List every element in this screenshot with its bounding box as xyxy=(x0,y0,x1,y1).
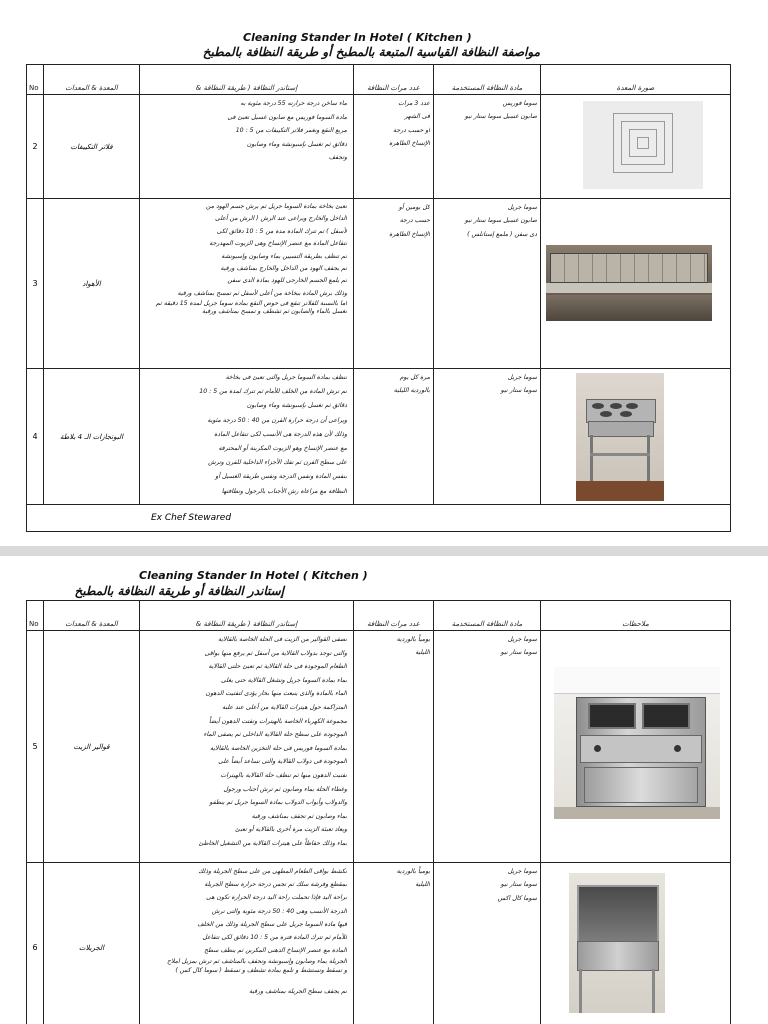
equipment-name: فلاتر التكييفات xyxy=(44,95,140,199)
cleaning-material xyxy=(434,199,541,369)
method-line: فيها مادة السوما جريل على سطح الجريلة وذلك من الخلف xyxy=(197,920,347,928)
method-line: تفتيت الدهون منها ثم تنظف حلة القالاية بالهيترات xyxy=(220,771,347,779)
frequency-line: حسب درجة xyxy=(399,217,430,225)
material-line: سوما جريل xyxy=(507,636,537,643)
method-line: مع عنصر الإتساخ وهو الزيوت المكربنة أو المحترقة xyxy=(218,445,347,453)
sheet-1-title-ar: مواصفة النظافة القياسية المتبعة بالمطبخ أو طريقة النظافة بالمطبخ xyxy=(202,45,540,59)
frequency-line: فى الشهر xyxy=(404,113,430,121)
method-line: مجموعة الكهرباء الخاصة بالهيترات وتفتت الدهون أيضاً xyxy=(208,717,347,725)
material-line: سوما ستار نيو xyxy=(500,881,537,889)
header-photo: صورة المعدة xyxy=(541,65,731,95)
header-material: مادة النظافة المستخدمة xyxy=(434,65,541,95)
equipment-name: الأهواد xyxy=(44,199,140,369)
row-number: 6 xyxy=(27,863,44,1024)
method-line: ويعاد تعبئة الزيت مرة أخرى بالقالاية أو تعبئ xyxy=(235,826,347,834)
row-number: 2 xyxy=(27,95,44,199)
method-line: تغسل بالماء والصابون ثم تشطف و تمسح بمناشف ورقية xyxy=(202,308,347,316)
method-line: وتجفف xyxy=(328,154,347,162)
equipment-name: الجريلات xyxy=(44,863,140,1024)
photo-cell xyxy=(541,863,731,1024)
material-line: سوما جريل xyxy=(507,374,537,381)
method-line: المتراكمة حول هيترات القالاية من أعلى عند علبة xyxy=(222,703,347,711)
cleaning-material xyxy=(434,95,541,199)
header-material: مادة النظافة المستخدمة xyxy=(434,601,541,631)
method-line: ماء ساخن درجة حرارته 55 درجة مئوية به xyxy=(240,100,347,107)
method-line: أما بالنسبة للفلاتر تنقع فى حوض النقع بمادة سوما جريل لمدة 15 دقيقة ثم xyxy=(155,300,347,308)
electric-stove-photo xyxy=(576,373,664,501)
method-line: النظافة مع مراعاة رش الأجناب بالرجول وتطافتها xyxy=(221,487,347,495)
row-number: 5 xyxy=(27,631,44,863)
frequency-line: عدد 3 مرات xyxy=(398,100,430,107)
method-line: الماء بالمادة والذى ينبعث منها بخار يؤدى لتفتيت الدهون xyxy=(205,690,347,698)
method-line: مادة السوما فوريس مع صابون غسيل تعبئ فى xyxy=(227,113,347,121)
method-line: تتفاعل المادة مع عنصر الإتساخ وهى الزيوت المهدرجة xyxy=(209,240,347,248)
sheet-2-table xyxy=(26,600,731,1024)
cleaning-method xyxy=(140,863,354,1024)
method-line: للأمام ثم تترك المادة فترة من 5 : 10 دقائق لكى تتفاعل xyxy=(202,934,347,942)
material-line: سوما كال اكس xyxy=(497,894,537,902)
method-line: بمقطع وفرشة سلك ثم تجس درجة حرارة سطح الجريلة xyxy=(204,881,347,889)
material-line: سوما جريل xyxy=(507,204,537,211)
table-row xyxy=(27,863,731,1024)
frequency-line: مرة كل يوم xyxy=(399,374,430,381)
cleaning-method xyxy=(140,631,354,863)
method-line: الدرجة الأنسب وهى 40 : 50 درجة مئوية والتى ترش xyxy=(211,907,347,915)
method-line: بمادة السوما فوريس فى حلة التخزين الخاصة بالقالاية xyxy=(210,744,347,752)
kitchen-hood-photo xyxy=(546,245,712,321)
cleaning-method xyxy=(140,199,354,369)
method-line: دقائق ثم تغسل بإسبونشة وماء وصابون xyxy=(246,140,347,148)
header-method: إستاندر النظافة ( طريقة النظافة & xyxy=(140,65,354,95)
method-line: وغطاء الحلة بماء وصابون ثم ترش أجناب ورجول xyxy=(223,785,347,793)
method-line: تنظف بمادة السوما جريل والتى تعبئ فى بخاخة xyxy=(225,374,347,381)
method-line: تعبئ بخاخة بمادة السوما جريل ثم يرش جسم الهود من xyxy=(206,203,347,210)
header-frequency: عدد مرات النظافة xyxy=(354,601,434,631)
method-line: مربع النقع ونغمر فلاتر التكييفات من 5 : 10 xyxy=(235,127,347,135)
material-line: سوما فوريس xyxy=(502,100,537,107)
header-method: إستاندر النظافة ( طريقة النظافة & xyxy=(140,601,354,631)
frequency-line: يومياً بالوردية xyxy=(396,636,430,643)
method-line: ويراعى أن درجة حرارة الفرن من 40 : 50 درجة مئوية xyxy=(207,416,347,424)
cleaning-frequency xyxy=(354,95,434,199)
method-line: والتى توجد بدولاب القالاية من أسفل ثم يرفع منها بواقى xyxy=(204,649,347,657)
sheet-1-title-en: Cleaning Stander In Hotel ( Kitchen ) xyxy=(243,31,472,44)
method-line: ثم يجفف الهود من الداخل والخارج بمناشف ورقية xyxy=(220,265,347,273)
frequency-line: بالوردية الليلية xyxy=(393,387,430,395)
ceiling-vent-photo xyxy=(583,101,703,189)
material-line: سوما جريل xyxy=(507,868,537,875)
header-equipment: المعدة & المعدات xyxy=(44,65,140,95)
row-number: 3 xyxy=(27,199,44,369)
deep-fryer-photo xyxy=(554,667,720,819)
cleaning-frequency xyxy=(354,199,434,369)
cleaning-method xyxy=(140,95,354,199)
header-no: No xyxy=(27,65,44,95)
material-line: سوما ستار نيو xyxy=(500,649,537,657)
method-line: وذلك لأن هذه الدرجة هى الأنسب لكى تتفاعل المادة xyxy=(214,430,347,438)
method-line: بنفس المادة ونفس الدرجة ونفس طريقة الغسيل أو xyxy=(215,473,347,481)
method-line: الموجودة على سطح حلة القالاية الداخلى ثم يصفى الماء xyxy=(203,731,347,739)
method-line: براحة اليد فإذا تحملت راحة اليد درجة الحرارة تكون هى xyxy=(206,894,347,902)
method-line: تكشط بواقى الطعام المطهى من على سطح الجريلة وذلك xyxy=(198,868,347,875)
frequency-line: يومياً بالوردية xyxy=(396,868,430,875)
frequency-line: الليلية xyxy=(415,881,430,889)
header-notes: ملاحظات xyxy=(541,601,731,631)
cleaning-material xyxy=(434,369,541,505)
method-line: الداخل والخارج ويراعى عند الرش ( الرش من أعلى xyxy=(215,215,347,223)
equipment-name: قوالير الزيت xyxy=(44,631,140,863)
header-no: No xyxy=(27,601,44,631)
footer-row xyxy=(27,505,731,532)
table-row xyxy=(27,631,731,863)
cleaning-method xyxy=(140,369,354,505)
method-line: دقائق ثم تغسل بإسبونشة وماء وصابون xyxy=(246,402,347,410)
method-line: والدولاب وأبواب الدولاب بمادة السوما جريل ثم ينظفو xyxy=(209,799,347,807)
method-line: بماء وصابون ثم تجفف بمناشف ورقية xyxy=(251,812,347,820)
cleaning-frequency xyxy=(354,631,434,863)
method-line: الموجودة فى دولاب القالاية والتى تساعد أيضاً على xyxy=(218,758,347,766)
sheet-1-table xyxy=(26,64,731,532)
photo-cell xyxy=(541,199,731,369)
sheet-2-title-ar: إستاندر النظافة أو طريقة النظافة بالمطبخ xyxy=(74,584,284,598)
method-line: وذلك برش المادة ببخاخة من أعلى لأسفل ثم تمسح بمناشف ورقية xyxy=(177,289,347,297)
equipment-name: البوتجازات الـ 4 بلاطة xyxy=(44,369,140,505)
frequency-line: كل يومين أو xyxy=(398,204,430,211)
method-line: بماء بمادة السوما جريل وتشغل القالاية حتى يغلى xyxy=(220,676,347,684)
header-equipment: المعدة & المعدات xyxy=(44,601,140,631)
method-line: و تسقط وتستشط و تلمع بمادة تشطف و تسقط ( سوما كال كس ) xyxy=(175,967,347,975)
sheet-2-title-en: Cleaning Stander In Hotel ( Kitchen ) xyxy=(139,569,368,582)
method-line: الطعام الموجودة فى حلة القالاية ثم تعبئ حلتى القالاية xyxy=(208,663,347,671)
table-row xyxy=(27,199,731,369)
method-line: ثم يجفف سطح الجريلة بمناشف ورقية xyxy=(248,988,347,996)
material-line: سوما ستار نيو xyxy=(500,387,537,395)
photo-cell xyxy=(541,95,731,199)
sheet-2 xyxy=(0,556,768,1024)
method-line: ثم يلمع الجسم الخارجى للهود بمادة الدى سفن xyxy=(227,277,347,285)
cleaning-frequency xyxy=(354,369,434,505)
material-line: صابون غسيل سوما ستار نيو xyxy=(464,217,537,225)
method-line: على سطح الفرن ثم تفك الأجزاء الداخلية للفرن وترش xyxy=(208,459,347,467)
frequency-line: أو حسب درجة xyxy=(393,126,430,134)
table-row xyxy=(27,95,731,199)
griddle-photo xyxy=(569,873,665,1013)
frequency-line: الليلية xyxy=(415,649,430,657)
frequency-line: الإتساخ الظاهرة xyxy=(389,230,430,238)
method-line: الجريلة بماء وصابون وإسبونشة وتجفف بالمناشف ثم ترش بمزيل املاح xyxy=(166,958,347,966)
method-line: ثم تنظف بطريقة التسيين بماء وصابون وإسبونشة xyxy=(221,252,347,260)
method-line: المادة مع عنصر الإتساخ الدهنى المكربن ثم ينظف سطح xyxy=(204,947,347,955)
row-number: 4 xyxy=(27,369,44,505)
method-line: ثم ترش المادة من الخلف للأمام ثم تترك لمدة من 5 : 10 xyxy=(199,388,347,396)
table-row xyxy=(27,369,731,505)
table-header-row xyxy=(27,65,731,95)
cleaning-material xyxy=(434,631,541,863)
photo-cell xyxy=(541,369,731,505)
footer-signature: Ex Chef Stewared xyxy=(27,505,731,532)
cleaning-material xyxy=(434,863,541,1024)
method-line: لأسفل ) ثم تترك المادة مدة من 5 : 10 دقائق لكى xyxy=(216,227,347,235)
material-line: دى سفن ( ملمع إستانلس ) xyxy=(467,230,537,238)
material-line: صابون غسيل سوما ستار نيو xyxy=(464,113,537,121)
method-line: تصفى القوالير من الزيت فى الحلة الخاصة بالقالاية xyxy=(217,636,347,643)
frequency-line: الإتساخ الظاهرة xyxy=(389,140,430,148)
header-frequency: عدد مرات النظافة xyxy=(354,65,434,95)
method-line: بماء وذلك حفاظاً على هيترات القالاية من التشغيل الخاطئ xyxy=(198,839,347,847)
cleaning-frequency xyxy=(354,863,434,1024)
photo-cell xyxy=(541,631,731,863)
table-header-row xyxy=(27,601,731,631)
